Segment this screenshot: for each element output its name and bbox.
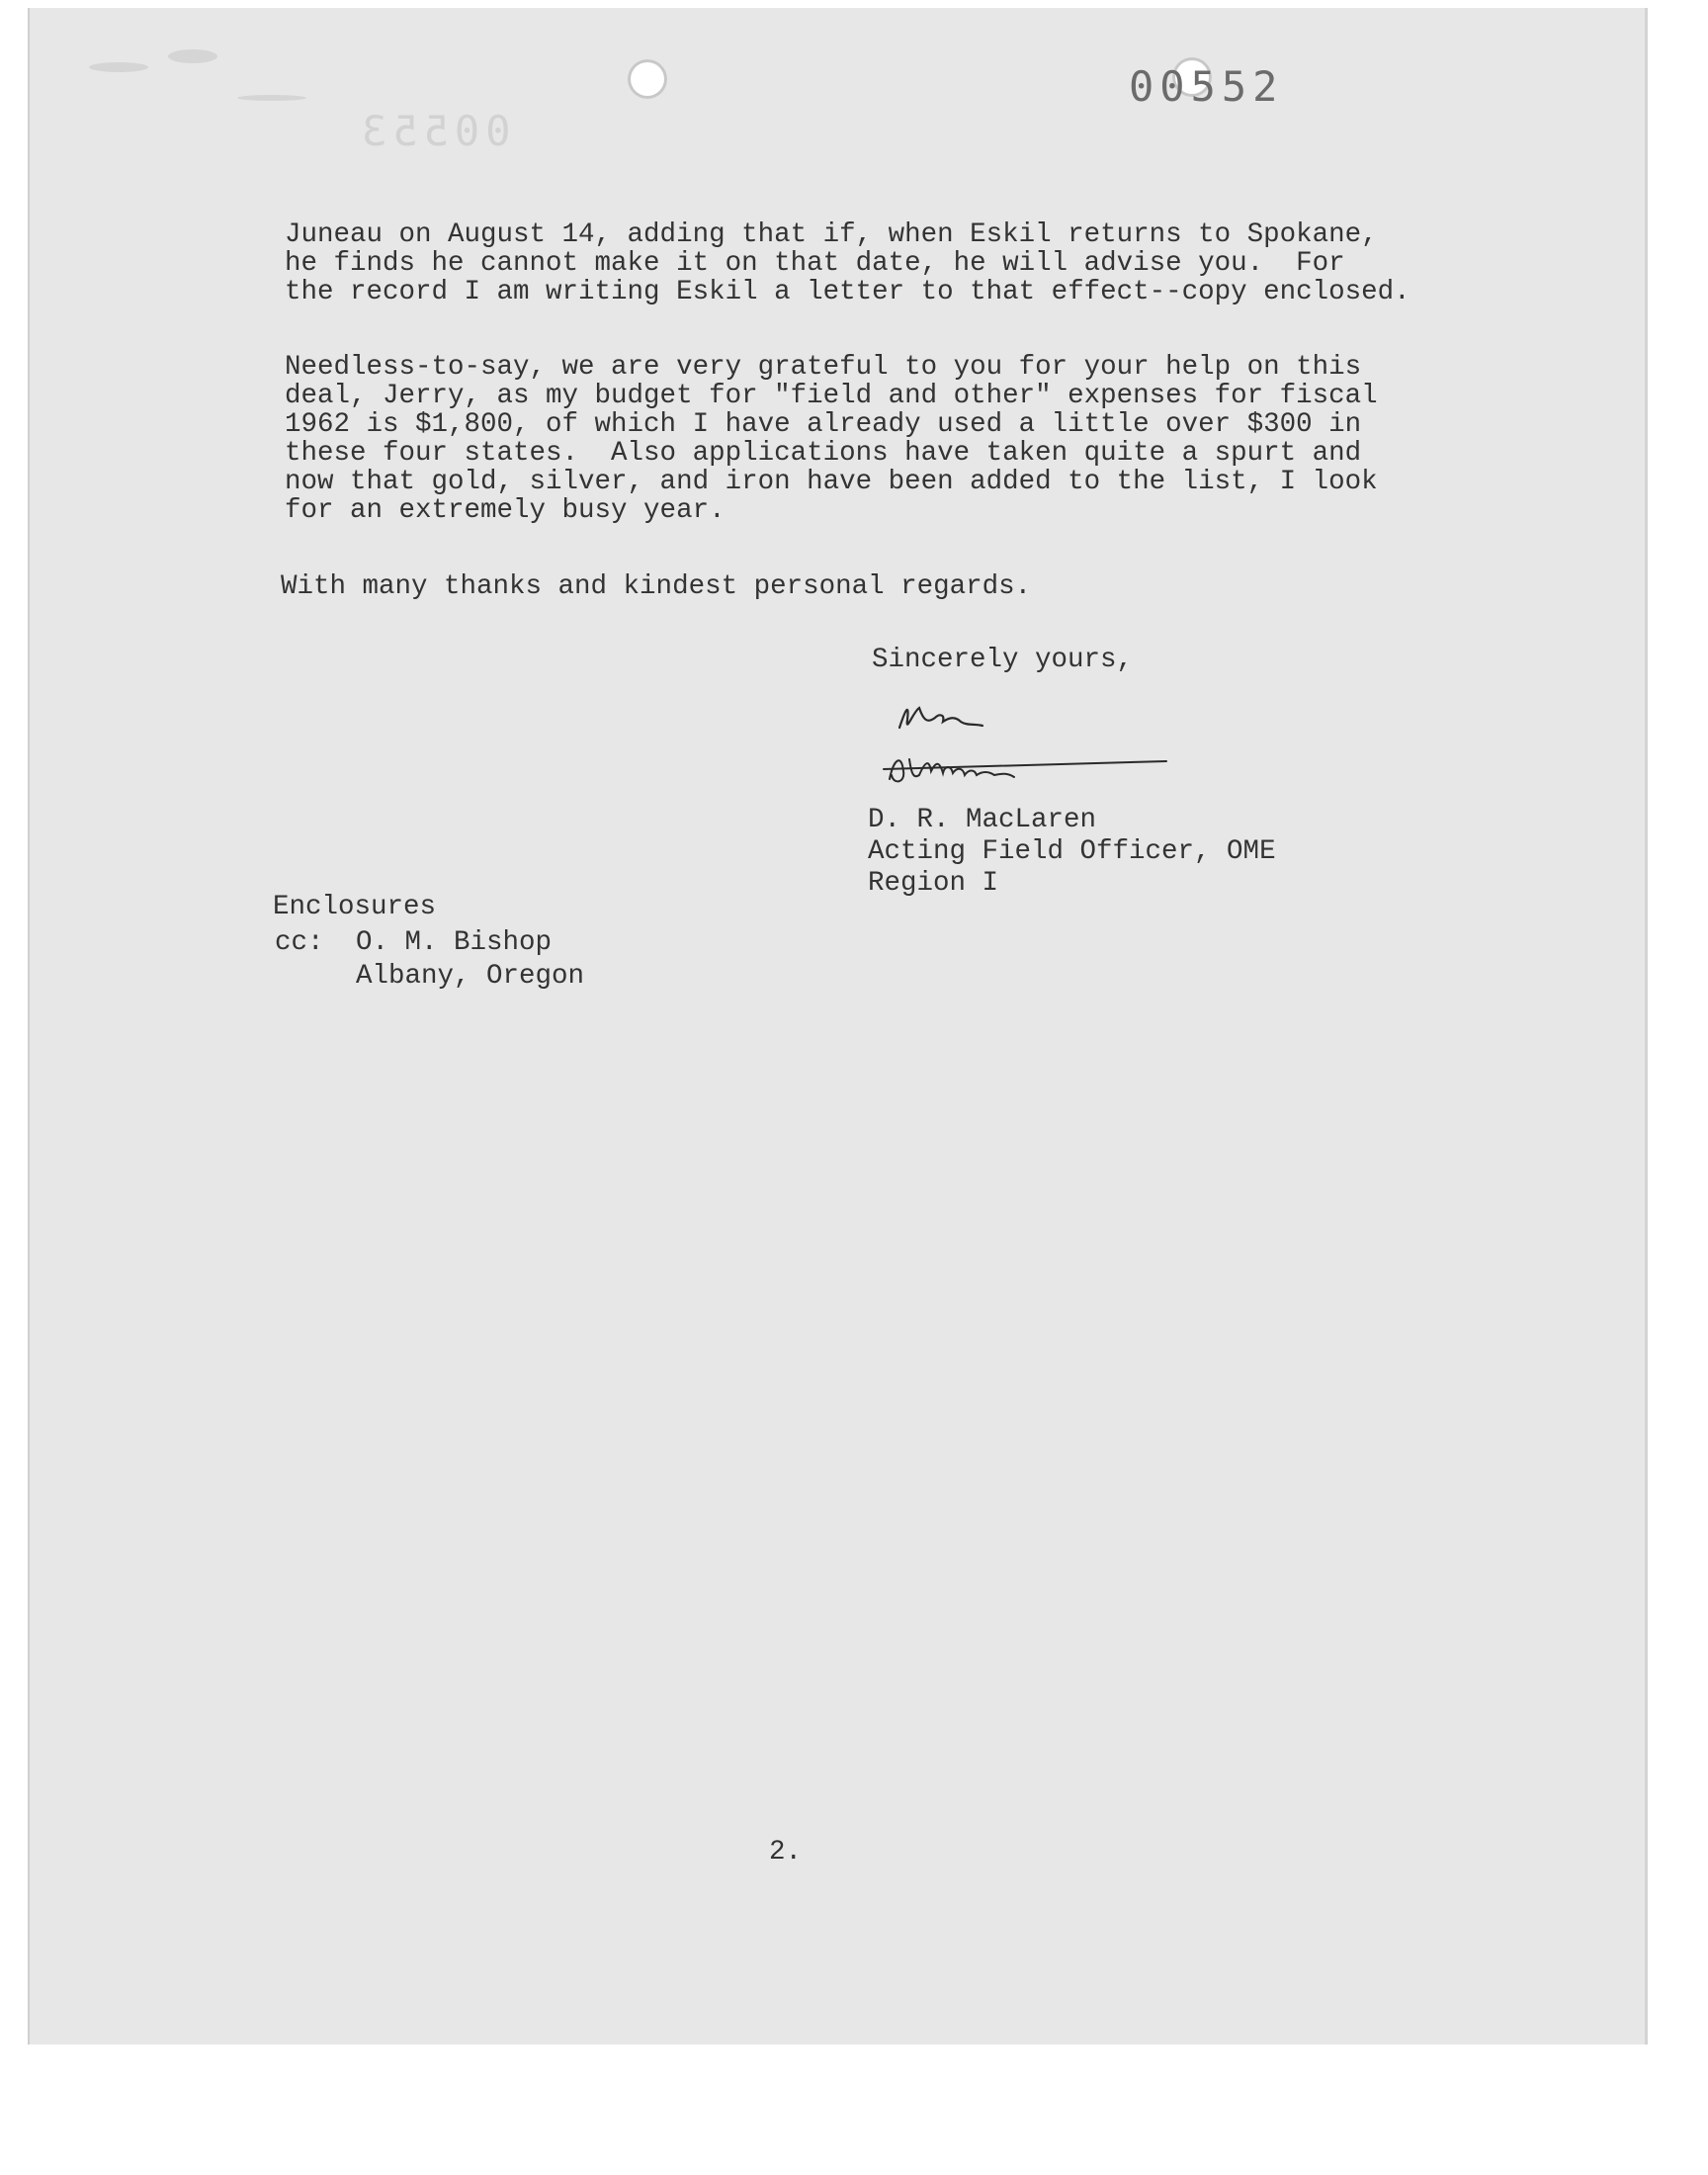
cc-location: Albany, Oregon bbox=[356, 961, 585, 992]
page-number-stamp: 00552 bbox=[1129, 62, 1284, 111]
scan-mark bbox=[89, 62, 148, 72]
paragraph2-line: deal, Jerry, as my budget for "field and other" expenses for fiscal bbox=[285, 381, 1378, 411]
handwritten-signature bbox=[880, 690, 1176, 799]
closing-remark: With many thanks and kindest personal regards. bbox=[281, 571, 1032, 602]
cc-label: cc: bbox=[275, 927, 324, 958]
scan-mark bbox=[168, 49, 217, 63]
paragraph1-line: the record I am writing Eskil a letter to that effect--copy enclosed. bbox=[285, 277, 1410, 307]
signer-region: Region I bbox=[868, 868, 999, 899]
paragraph2-line: now that gold, silver, and iron have been added to the list, I look bbox=[285, 467, 1378, 497]
cc-name: O. M. Bishop bbox=[356, 927, 553, 958]
valediction: Sincerely yours, bbox=[872, 645, 1134, 675]
signer-title: Acting Field Officer, OME bbox=[868, 836, 1276, 867]
paragraph1-line: he finds he cannot make it on that date, he will advise you. For bbox=[285, 248, 1345, 279]
paragraph1-line: Juneau on August 14, adding that if, when Eskil returns to Spokane, bbox=[285, 219, 1378, 250]
paragraph2-line: 1962 is $1,800, of which I have already used a little over $300 in bbox=[285, 409, 1362, 440]
enclosures-label: Enclosures bbox=[273, 892, 437, 922]
paragraph2-line: for an extremely busy year. bbox=[285, 495, 726, 526]
signer-name: D. R. MacLaren bbox=[868, 805, 1097, 835]
scan-mark bbox=[237, 95, 306, 101]
scanned-page bbox=[28, 8, 1648, 2044]
punch-hole-left bbox=[628, 59, 667, 99]
paragraph2-line: these four states. Also applications have taken quite a spurt and bbox=[285, 438, 1362, 469]
paragraph2-line: Needless-to-say, we are very grateful to you for your help on this bbox=[285, 352, 1362, 383]
bleed-through-stamp: 00553 bbox=[356, 107, 511, 155]
page-footer-number: 2. bbox=[769, 1837, 803, 1868]
